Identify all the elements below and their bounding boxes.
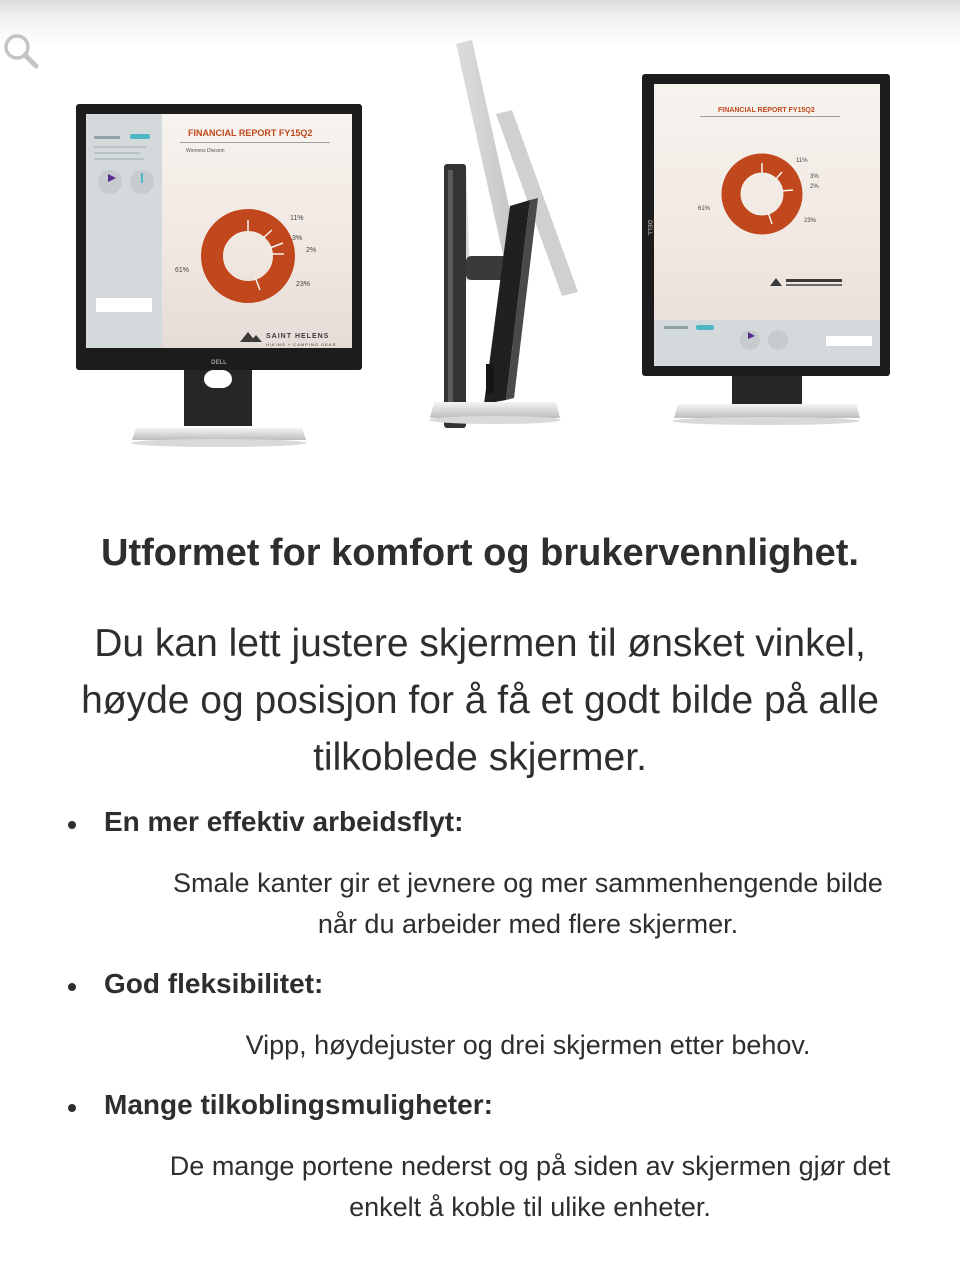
- brand-tagline-1: HIKING + CAMPING GEAR: [266, 342, 337, 347]
- report-title-2: FINANCIAL REPORT FY15Q2: [718, 107, 815, 114]
- monitor-front-portrait: [642, 74, 890, 425]
- bullet-icon: [68, 983, 76, 991]
- svg-text:23%: 23%: [804, 218, 817, 224]
- brand-name-1: SAINT HELENS: [266, 333, 330, 340]
- dell-logo-2: DELL: [646, 220, 652, 236]
- bullet-icon: [68, 1104, 76, 1112]
- section-heading: Utformet for komfort og brukervennlighet.: [101, 532, 859, 574]
- svg-text:11%: 11%: [290, 215, 304, 222]
- section-lead-text: Du kan lett justere skjermen til ønsket vinkel, høyde og posisjon for å få et godt bilde på alle tilkoblede skjermer.: [81, 622, 879, 779]
- bullet-icon: [68, 821, 76, 829]
- feature-description: Vipp, høydejuster og drei skjermen etter behov.: [245, 1030, 811, 1060]
- report-title-1: FINANCIAL REPORT FY15Q2: [188, 128, 313, 138]
- svg-text:3%: 3%: [810, 174, 819, 180]
- svg-text:61%: 61%: [175, 267, 190, 274]
- svg-text:2%: 2%: [306, 247, 317, 254]
- svg-text:3%: 3%: [292, 235, 303, 242]
- monitor-side-tilt: [429, 40, 578, 428]
- feature-title: Mange tilkoblingsmuligheter:: [104, 1089, 493, 1120]
- svg-text:23%: 23%: [296, 281, 311, 288]
- report-division-1: Womens Division: [186, 148, 225, 154]
- feature-title: God fleksibilitet:: [104, 968, 324, 999]
- svg-text:11%: 11%: [796, 158, 808, 164]
- magnifier-icon[interactable]: [0, 30, 40, 70]
- svg-text:2%: 2%: [810, 184, 819, 190]
- monitor-front-landscape: [76, 104, 362, 447]
- dell-logo-1: DELL: [211, 360, 227, 366]
- product-image-gallery[interactable]: [0, 30, 960, 450]
- feature-title: En mer effektiv arbeidsflyt:: [104, 806, 464, 837]
- feature-description: Smale kanter gir et jevnere og mer sammenhengende bilde når du arbeider med flere skjermer.: [173, 868, 883, 939]
- svg-text:61%: 61%: [698, 206, 711, 212]
- feature-description: De mange portene nederst og på siden av skjermen gjør det enkelt å koble til ulike enheter.: [169, 1151, 891, 1222]
- monitor-illustration: [0, 30, 960, 450]
